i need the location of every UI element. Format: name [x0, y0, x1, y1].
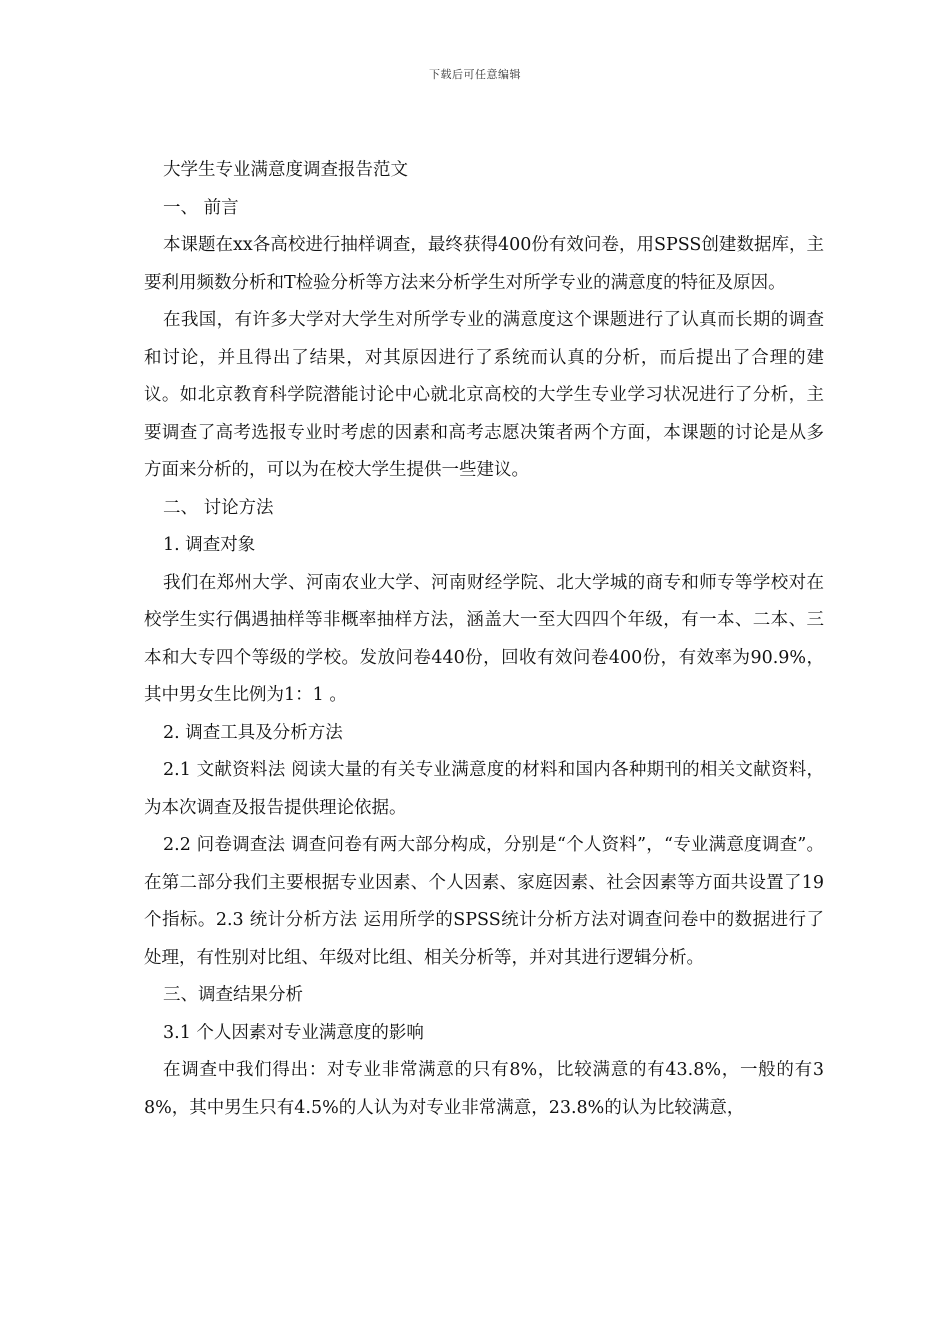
paragraph-literature-method: 2.1 文献资料法 阅读大量的有关专业满意度的材料和国内各种期刊的相关文献资料，为本次调查及报告提供理论依据。	[144, 760, 824, 818]
paragraph-personal-factors: 在调查中我们得出：对专业非常满意的只有8%，比较满意的有43.8%，一般的有38%，其中男生只有4.5%的人认为对专业非常满意，23.8%的认为比较满意，	[144, 1060, 824, 1118]
section-heading-methods: 二、 讨论方法	[163, 497, 274, 518]
document-body	[144, 152, 824, 1127]
page-header: 下载后可任意编辑	[429, 68, 521, 81]
document-title: 大学生专业满意度调查报告范文	[163, 160, 408, 180]
section-heading-results: 三、调查结果分析	[163, 985, 303, 1005]
paragraph-questionnaire-method: 2.2 问卷调查法 调查问卷有两大部分构成，分别是“个人资料”，“专业满意度调查”。在第二部分我们主要根据专业因素、个人因素、家庭因素、社会因素等方面共设置了19个指标。2.3 统计分析方法 运用所学的SPSS统计分析方法对调查问卷中的数据进行了处理，有性别对比组、年级对比组、相关分析等，并对其进行逻辑分析。	[144, 835, 824, 968]
paragraph-intro-2: 在我国，有许多大学对大学生对所学专业的满意度这个课题进行了认真而长期的调查和讨论，并且得出了结果，对其原因进行了系统而认真的分析，而后提出了合理的建议。如北京教育科学院潜能讨论中心就北京高校的大学生专业学习状况进行了分析，主要调查了高考选报专业时考虑的因素和高考志愿决策者两个方面，本课题的讨论是从多方面来分析的，可以为在校大学生提供一些建议。	[144, 310, 824, 480]
section-heading-preface: 一、 前言	[163, 197, 239, 218]
subheading-personal-factors: 3.1 个人因素对专业满意度的影响	[163, 1022, 424, 1043]
subheading-survey-subjects: 1. 调查对象	[163, 535, 256, 555]
paragraph-survey-subjects: 我们在郑州大学、河南农业大学、河南财经学院、北大学城的商专和师专等学校对在校学生实行偶遇抽样等非概率抽样方法，涵盖大一至大四四个年级，有一本、二本、三本和大专四个等级的学校。发放问卷440份，回收有效问卷400份，有效率为90.9%，其中男女生比例为1：1 。	[144, 572, 824, 705]
subheading-tools-methods: 2. 调查工具及分析方法	[163, 722, 343, 743]
paragraph-intro-1: 本课题在xx各高校进行抽样调查，最终获得400份有效问卷，用SPSS创建数据库，主要利用频数分析和T检验分析等方法来分析学生对所学专业的满意度的特征及原因。	[144, 235, 824, 293]
